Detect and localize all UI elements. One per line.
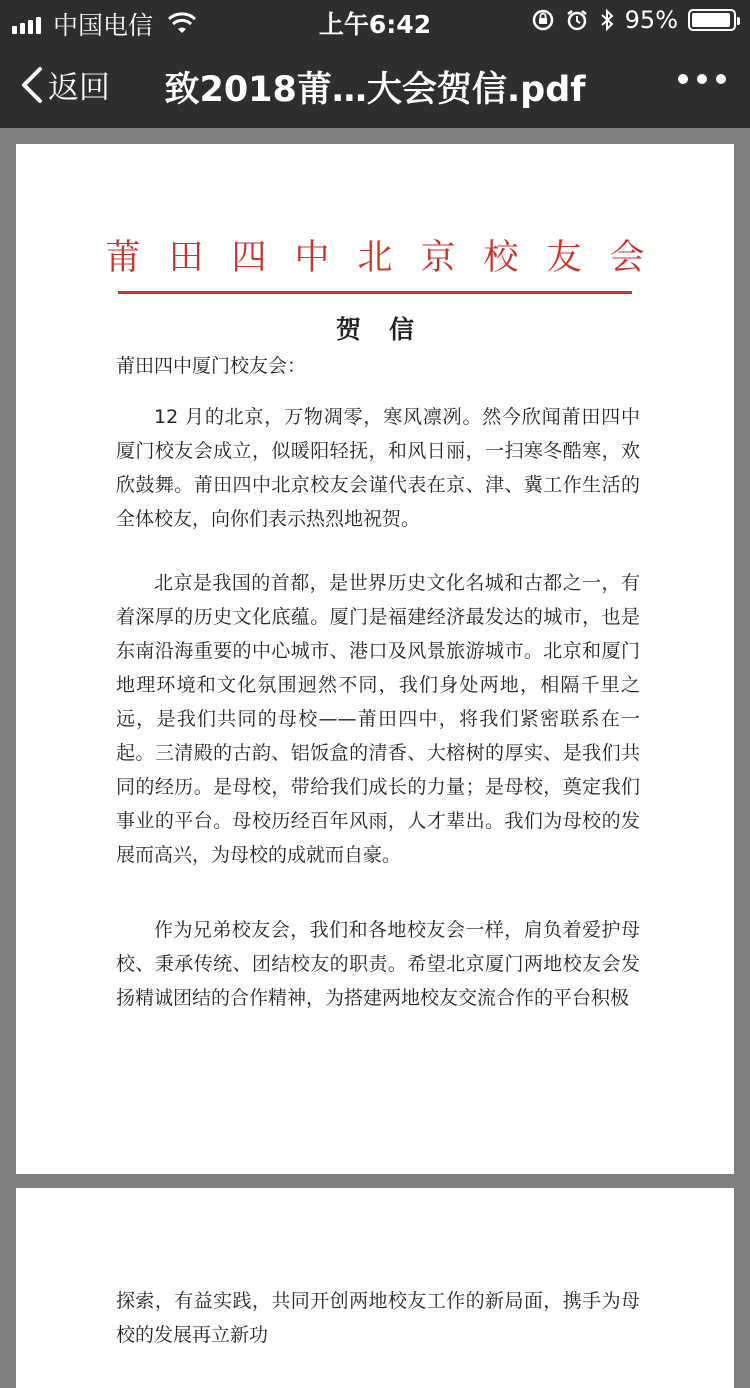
- status-bar: [0, 0, 750, 40]
- pdf-page-2: [16, 1188, 734, 1388]
- paragraph-1: 12 月的北京，万物凋零，寒风凛冽。然今欣闻莆田四中厦门校友会成立，似暖阳轻抚，和风日丽，一扫寒冬酷寒，欢欣鼓舞。莆田四中北京校友会谨代表在京、津、冀工作生活的全体校友，向你们表示热烈地祝贺。: [116, 406, 640, 530]
- document-header: 莆田四中北京校友会: [105, 238, 673, 278]
- battery-fill: [692, 13, 730, 27]
- more-icon[interactable]: [678, 74, 726, 84]
- battery-percent: 95%: [624, 6, 678, 34]
- salutation: 莆田四中厦门校友会：: [116, 355, 307, 377]
- document-title: 致2018莆…大会贺信.pdf: [164, 70, 586, 110]
- letter-title: 贺信: [335, 315, 442, 344]
- paragraph-continued: 探索，有益实践，共同开创两地校友工作的新局面，携手为母校的发展再立新功: [116, 1290, 640, 1346]
- top-bar: [0, 0, 750, 128]
- header-divider: [118, 291, 632, 294]
- pdf-page-1: [16, 144, 734, 1174]
- bluetooth-icon: [599, 8, 615, 32]
- battery-icon: [688, 9, 736, 31]
- chevron-left-icon: [18, 66, 44, 104]
- back-button[interactable]: [18, 62, 110, 107]
- back-label: 返回: [48, 70, 110, 106]
- alarm-icon: [565, 8, 589, 32]
- nav-bar: [0, 40, 750, 128]
- paragraph-2: 北京是我国的首都，是世界历史文化名城和古都之一，有着深厚的历史文化底蕴。厦门是福建经济最发达的城市，也是东南沿海重要的中心城市、港口及风景旅游城市。北京和厦门地理环境和文化氛围迥然不同，我们身处两地，相隔千里之远，是我们共同的母校——莆田四中，将我们紧密联系在一起。三清殿的古韵、铝饭盒的清香、大榕树的厚实、是我们共同的经历。是母校，带给我们成长的力量；是母校，奠定我们事业的平台。母校历经百年风雨，人才辈出。我们为母校的发展而高兴，为母校的成就而自豪。: [116, 572, 640, 866]
- status-right: [531, 6, 736, 34]
- paragraph-3: 作为兄弟校友会，我们和各地校友会一样，肩负着爱护母校、秉承传统、团结校友的职责。希望北京厦门两地校友会发扬精诚团结的合作精神，为搭建两地校友交流合作的平台积极: [116, 919, 640, 1009]
- carrier-label: 中国电信: [53, 11, 154, 40]
- status-time: 上午6:42: [318, 10, 432, 39]
- rotation-lock-icon: [531, 8, 555, 32]
